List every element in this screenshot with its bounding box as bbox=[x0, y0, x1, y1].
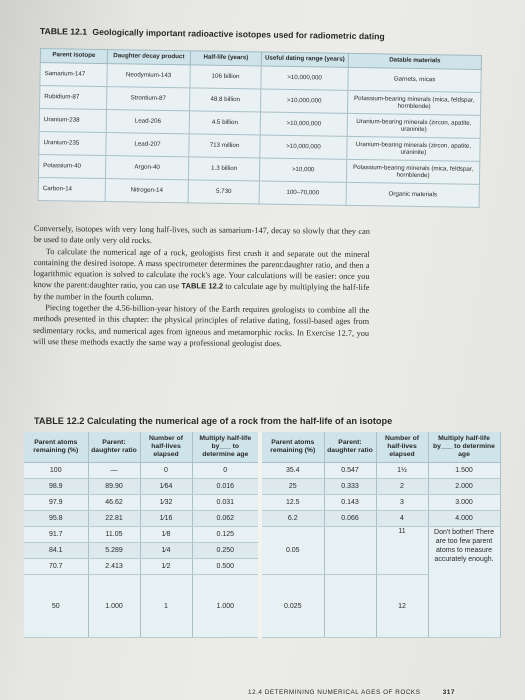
col-parent-atoms-remaining: Parent atoms remaining (%) bbox=[24, 432, 88, 463]
col-parent-daughter-ratio: Parent: daughter ratio bbox=[324, 432, 376, 463]
table-note-cell: Don't bother! There are too few parent atoms to measure accurately enough. bbox=[428, 527, 500, 638]
table-12-2 bbox=[24, 432, 501, 638]
table-12-2-caption: Calculating the numerical age of a rock from the half-life of an isotope bbox=[86, 416, 393, 426]
table-cell bbox=[324, 575, 376, 638]
table-cell: 0 bbox=[192, 463, 260, 479]
table-row bbox=[24, 463, 500, 479]
col-half-life: Half-life (years) bbox=[190, 51, 261, 66]
table-cell: Uranium-238 bbox=[39, 108, 106, 132]
table-cell: 48.8 billion bbox=[190, 88, 261, 112]
col-multiply-half-life: Multiply half-life by___ to determine age bbox=[192, 432, 260, 463]
table-12-2-title bbox=[34, 416, 494, 426]
table-row bbox=[24, 495, 500, 511]
paragraph: Piecing together the 4.56-billion-year history of the Earth requires geologists to combine all the methods presented in this chapter: the physical principles of relative dating, fossil-based ages from sedimentary rocks, and numerical ages from igneous and metamorphic rocks. In Exercise 12.7, you will use these methods exactly the same way a professional geologist does. bbox=[32, 303, 370, 349]
col-multiply-half-life: Multiply half-life by___ to determine age bbox=[428, 432, 500, 463]
table-cell: 0.547 bbox=[324, 463, 376, 479]
table-cell: 0.143 bbox=[324, 495, 376, 511]
table-cell: 106 billion bbox=[190, 65, 261, 89]
table-cell: >10,000,000 bbox=[260, 135, 347, 159]
table-cell: 1⁄2 bbox=[140, 559, 192, 575]
body-text bbox=[33, 223, 370, 350]
page-number: 317 bbox=[442, 689, 455, 696]
table-cell: Strontium-87 bbox=[107, 86, 190, 110]
table-reference: TABLE 12.2 bbox=[181, 281, 224, 292]
table-cell: Potassium-bearing minerals (mica, feldspar, hornblende) bbox=[348, 90, 481, 115]
col-dating-range: Useful dating range (years) bbox=[261, 52, 348, 67]
table-cell: 89.90 bbox=[88, 479, 140, 495]
table-cell: 1.500 bbox=[428, 463, 500, 479]
col-half-lives-elapsed: Number of half-lives elapsed bbox=[140, 432, 192, 463]
table-cell: 0.500 bbox=[192, 559, 260, 575]
table-cell: 0 bbox=[140, 463, 192, 479]
table-cell: 84.1 bbox=[24, 543, 88, 559]
table-cell: 95.8 bbox=[24, 511, 88, 527]
table-cell: 0.250 bbox=[192, 543, 260, 559]
table-cell: 1⁄16 bbox=[140, 511, 192, 527]
table-cell: Garnets, micas bbox=[348, 67, 481, 92]
table-cell: 46.62 bbox=[88, 495, 140, 511]
table-cell: >10,000 bbox=[259, 158, 346, 182]
table-cell: Lead-207 bbox=[106, 132, 189, 156]
paragraph: Conversely, isotopes with very long half-lives, such as samarium-147, decay so slowly that they can be used to date only very old rocks. bbox=[33, 223, 370, 246]
table-cell: Rubidium-87 bbox=[40, 85, 107, 109]
table-12-1-caption: Geologically important radioactive isotopes used for radiometric dating bbox=[92, 26, 385, 42]
table-row bbox=[24, 479, 500, 495]
table-cell: 50 bbox=[24, 575, 88, 638]
table-cell: 100–70,000 bbox=[259, 181, 346, 205]
table-cell: 713 million bbox=[189, 134, 260, 158]
table-cell: — bbox=[88, 463, 140, 479]
table-cell: 5,730 bbox=[188, 180, 259, 204]
col-datable-materials: Datable materials bbox=[348, 53, 481, 69]
table-cell: 12 bbox=[376, 575, 428, 638]
table-cell: Lead-206 bbox=[106, 109, 189, 133]
table-cell: 1⁄64 bbox=[140, 479, 192, 495]
table-cell: 1.000 bbox=[88, 575, 140, 638]
table-cell: Potassium-40 bbox=[38, 154, 105, 178]
table-cell: >10,000,000 bbox=[260, 112, 347, 136]
table-cell: 4.000 bbox=[428, 511, 500, 527]
table-12-2-container bbox=[24, 432, 500, 694]
table-cell: 100 bbox=[24, 463, 88, 479]
table-cell: Potassium-bearing minerals (mica, feldspar, hornblende) bbox=[346, 159, 479, 184]
paragraph-text: to calculate age by multiplying the half-life by the number in the fourth column. bbox=[33, 282, 370, 302]
table-cell: 35.4 bbox=[260, 463, 324, 479]
table-cell: 2.413 bbox=[88, 559, 140, 575]
table-12-1-title bbox=[40, 26, 500, 43]
table-cell: Samarium-147 bbox=[40, 62, 107, 86]
col-parent-isotope: Parent isotope bbox=[40, 49, 107, 64]
table-cell: 97.9 bbox=[24, 495, 88, 511]
table-cell: Nitrogen-14 bbox=[105, 178, 188, 202]
table-cell: 4 bbox=[376, 511, 428, 527]
table-cell: 0.062 bbox=[192, 511, 260, 527]
table-cell: Uranium-bearing minerals (zircon, apatite, uraninite) bbox=[347, 136, 480, 161]
table-cell: 25 bbox=[260, 479, 324, 495]
table-cell: Carbon-14 bbox=[38, 177, 105, 201]
table-cell: 70.7 bbox=[24, 559, 88, 575]
table-cell: 0.125 bbox=[192, 527, 260, 543]
paragraph-text: To calculate the numerical age of a rock, geologists first crush it and separate out the mineral containing the desired isotope. A mass spectrometer determines the parent:daughter ratio, and then a logarithmic equation is solved to calculate the rock's age. Your calculations will be easier: once you know the parent:daughter ratio, you can use bbox=[33, 246, 370, 291]
table-cell: 1.000 bbox=[192, 575, 260, 638]
table-cell: 1⁄8 bbox=[140, 527, 192, 543]
col-parent-atoms-remaining: Parent atoms remaining (%) bbox=[260, 432, 324, 463]
table-cell: 6.2 bbox=[260, 511, 324, 527]
table-cell: 1⁄32 bbox=[140, 495, 192, 511]
table-cell: 0.016 bbox=[192, 479, 260, 495]
table-cell: Argon-40 bbox=[105, 155, 188, 179]
table-cell: >10,000,000 bbox=[261, 66, 348, 90]
table-cell: 1⁄4 bbox=[140, 543, 192, 559]
table-cell: Organic materials bbox=[346, 182, 479, 207]
table-cell: 11.05 bbox=[88, 527, 140, 543]
table-cell: 0.333 bbox=[324, 479, 376, 495]
table-row bbox=[24, 511, 500, 527]
table-cell: 1 bbox=[140, 575, 192, 638]
table-cell: 91.7 bbox=[24, 527, 88, 543]
table-cell: >10,000,000 bbox=[261, 89, 348, 113]
table-cell: 2.000 bbox=[428, 479, 500, 495]
table-cell: Neodymium-143 bbox=[107, 63, 190, 87]
table-cell: 3.000 bbox=[428, 495, 500, 511]
table-12-2-header-row bbox=[24, 432, 500, 463]
table-cell: 22.81 bbox=[88, 511, 140, 527]
table-cell: 0.031 bbox=[192, 495, 260, 511]
table-cell: 1.3 billion bbox=[188, 157, 259, 181]
table-cell: 12.5 bbox=[260, 495, 324, 511]
table-cell: 11 bbox=[376, 527, 428, 575]
paragraph bbox=[33, 246, 369, 305]
page-footer bbox=[248, 689, 525, 696]
table-cell: 0.05 bbox=[260, 527, 324, 575]
table-cell bbox=[324, 527, 376, 575]
table-row bbox=[24, 527, 500, 543]
table-cell: 3 bbox=[376, 495, 428, 511]
table-cell: 5.289 bbox=[88, 543, 140, 559]
table-cell: 4.5 billion bbox=[189, 111, 260, 135]
table-cell: 0.025 bbox=[260, 575, 324, 638]
table-cell: Uranium-bearing minerals (zircon, apatite, uraninite) bbox=[347, 113, 480, 138]
footer-section-title: 12.4 DETERMINING NUMERICAL AGES OF ROCKS bbox=[248, 689, 421, 696]
col-parent-daughter-ratio: Parent: daughter ratio bbox=[88, 432, 140, 463]
col-half-lives-elapsed: Number of half-lives elapsed bbox=[376, 432, 428, 463]
table-cell: 1½ bbox=[376, 463, 428, 479]
table-12-1-label: TABLE 12.1 bbox=[39, 26, 88, 37]
table-cell: 0.066 bbox=[324, 511, 376, 527]
table-cell: 2 bbox=[376, 479, 428, 495]
table-cell: 98.9 bbox=[24, 479, 88, 495]
col-daughter-product: Daughter decay product bbox=[107, 50, 190, 65]
table-cell: Uranium-235 bbox=[39, 131, 106, 155]
table-12-2-label: TABLE 12.2 bbox=[34, 416, 85, 426]
table-12-1 bbox=[38, 48, 482, 208]
